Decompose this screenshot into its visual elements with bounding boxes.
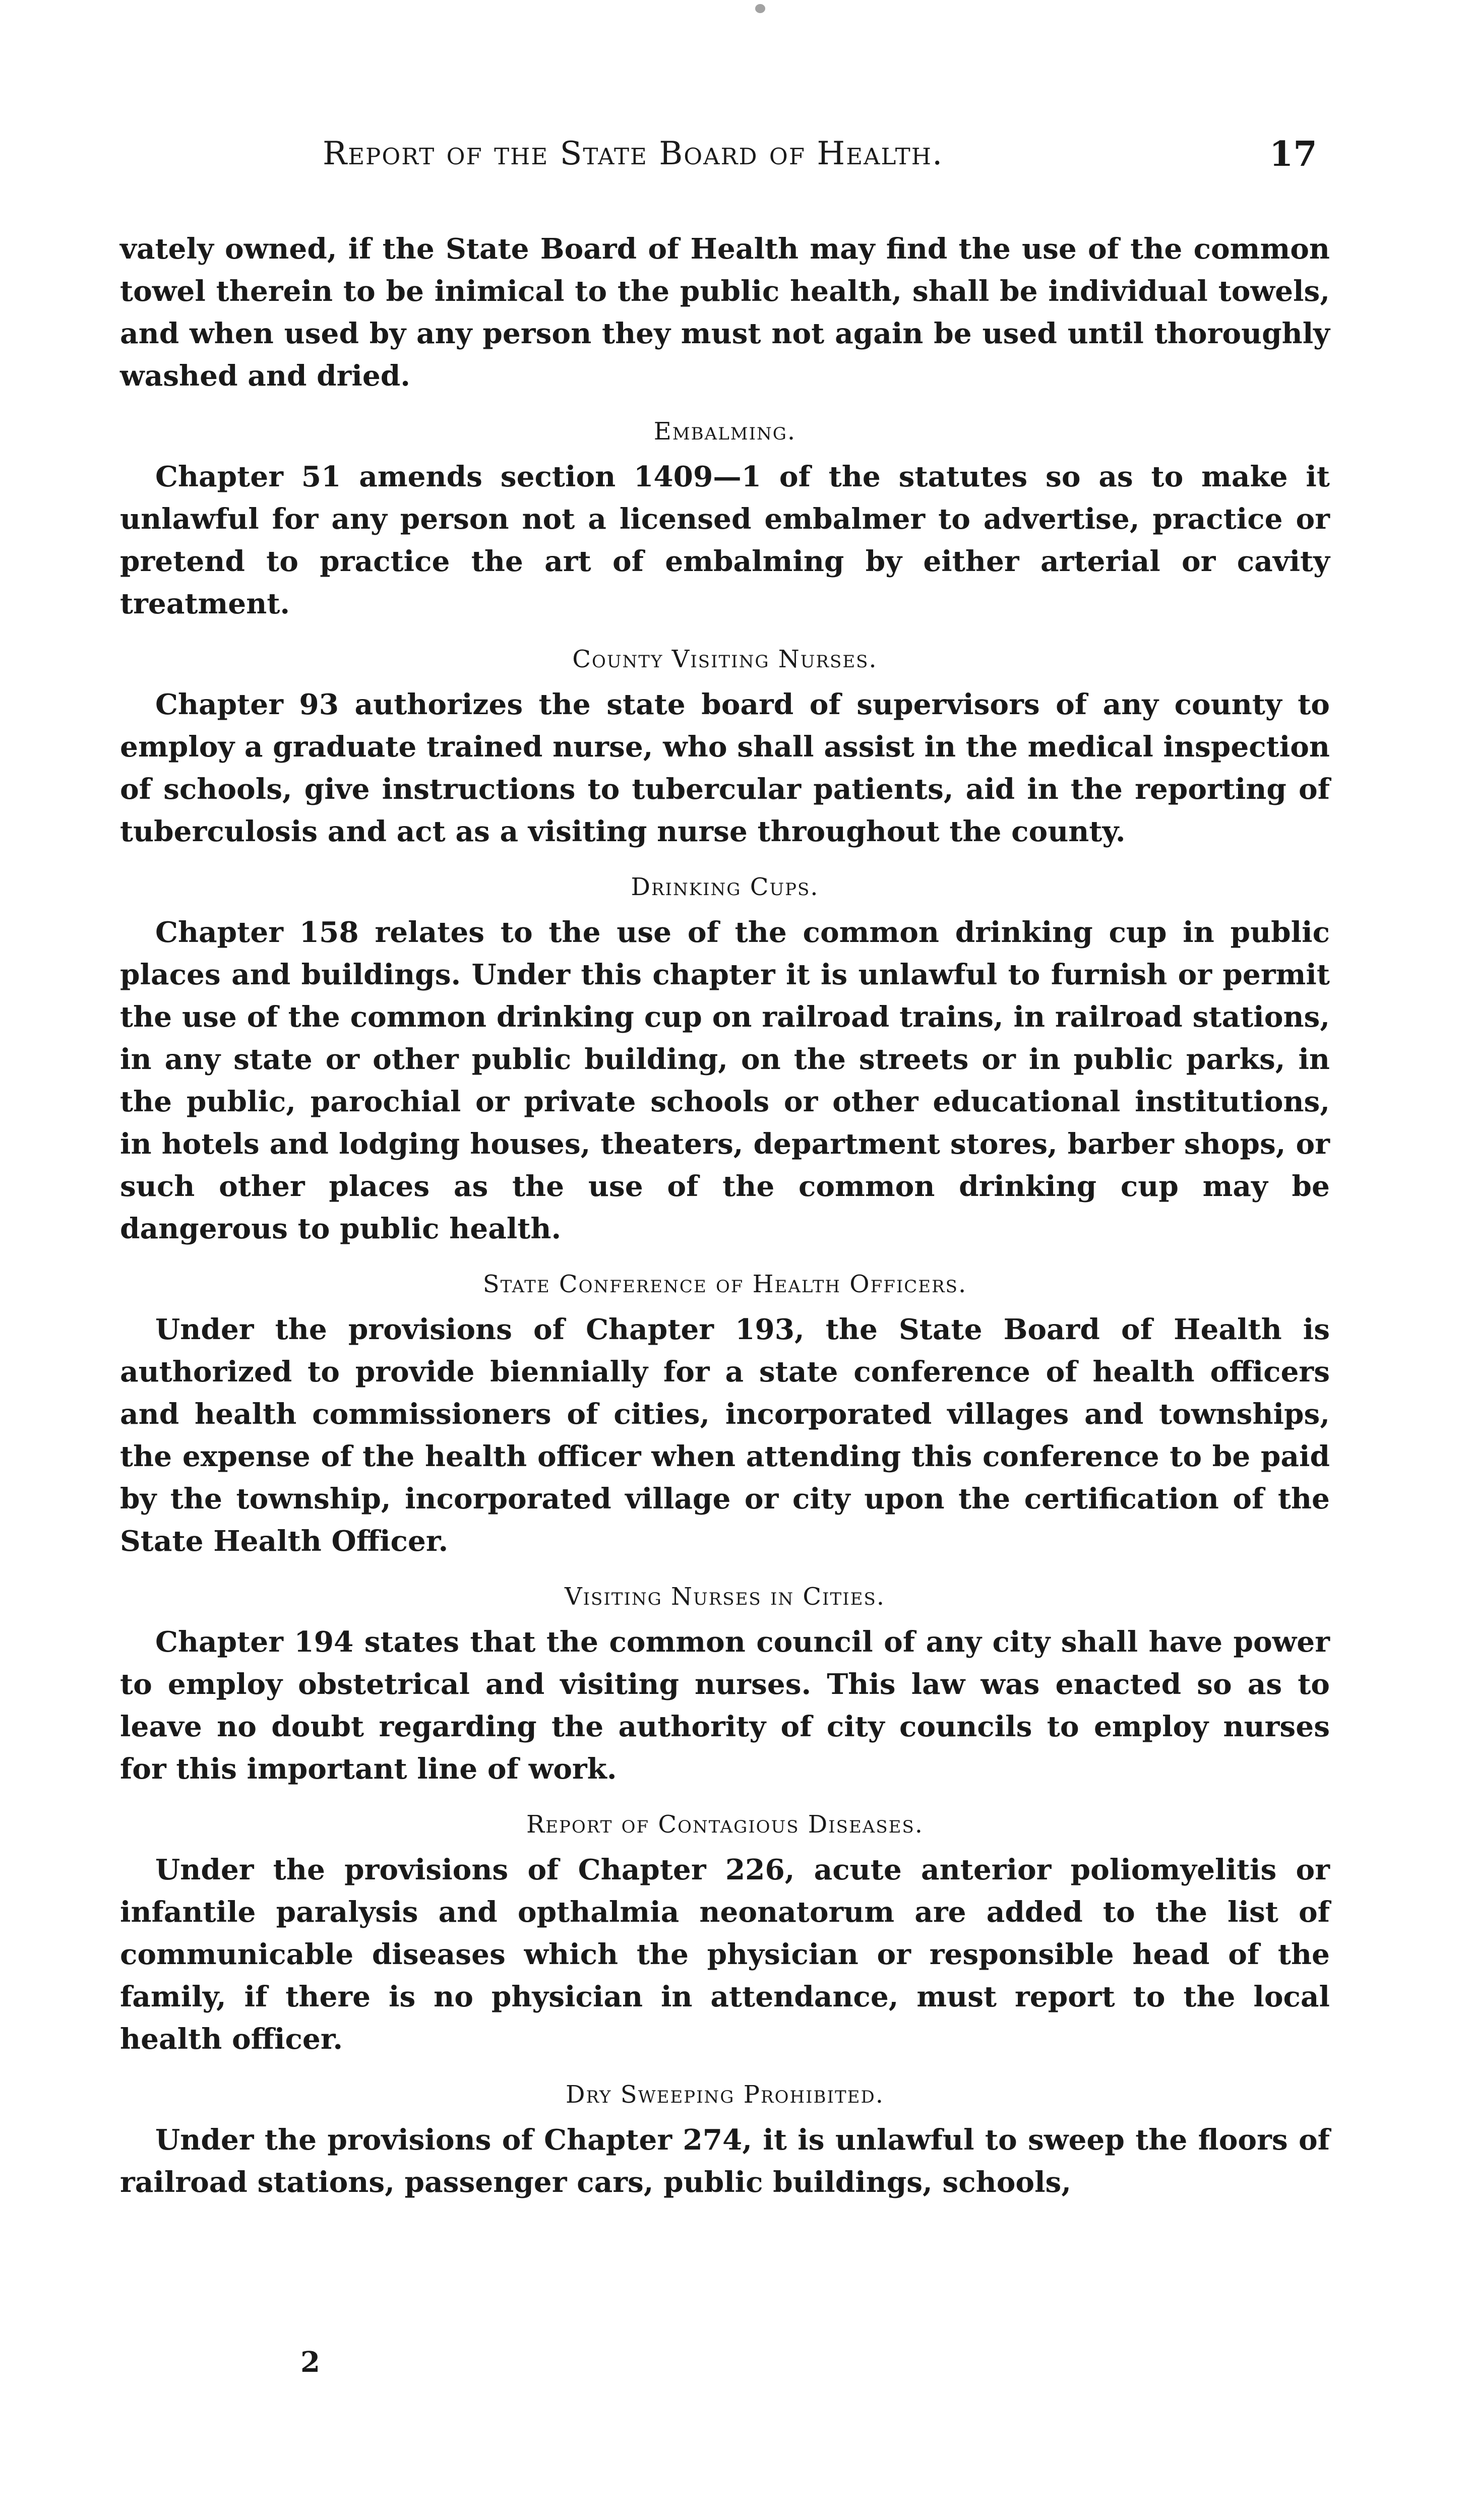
signature-mark: 2 <box>300 2346 320 2379</box>
section-paragraph-drinking-cups: Chapter 158 relates to the use of the common drinking cup in public places and buildings. Under this chapter it is unlawful to furnish or permit the use of the common drinking cup on railroad trains, in railroad stations, in any state or other public building, on the streets or in public parks, in the public, parochial or private schools or other educational institutions, in hotels and lodging houses, theaters, department stores, barber shops, or such other places as the use of the common drinking cup may be dangerous to public health. <box>120 916 1330 1245</box>
section-heading-county-visiting-nurses: County Visiting Nurses. <box>572 645 878 673</box>
section-heading-state-conference: State Conference of Health Officers. <box>482 1270 967 1298</box>
section-heading-drinking-cups: Drinking Cups. <box>631 873 819 901</box>
section-paragraph-state-conference: Under the provisions of Chapter 193, the State Board of Health is authorized to provide biennially for a state conference of health officers and health commissioners of cities, incorporated villages and townships, the expense of the health officer when attending this conference to be paid by the township, incorporated village or city upon the certification of the State Health Officer. <box>120 1313 1330 1558</box>
section-heading-report-of-contagious-diseases: Report of Contagious Diseases. <box>526 1810 924 1839</box>
section-paragraph-embalming: Chapter 51 amends section 1409—1 of the statutes so as to make it unlawful for any person not a licensed embalmer to advertise, practice or pretend to practice the art of embalming by either arterial or cavity treatment. <box>120 460 1330 620</box>
section-heading-embalming: Embalming. <box>653 417 796 446</box>
opening-paragraph: vately owned, if the State Board of Health may find the use of the common towel therein to be inimical to the public health, shall be individual towels, and when used by any person they must not again be used until thoroughly washed and dried. <box>120 232 1330 393</box>
section-paragraph-county-visiting-nurses: Chapter 93 authorizes the state board of supervisors of any county to employ a graduate trained nurse, who shall assist in the medical inspection of schools, give instructions to tubercular patients, aid in the reporting of tuberculosis and act as a visiting nurse throughout the county. <box>120 688 1330 848</box>
running-head: Report of the State Board of Health. <box>323 135 944 172</box>
ink-speck <box>755 4 765 13</box>
section-paragraph-dry-sweeping: Under the provisions of Chapter 274, it is unlawful to sweep the floors of railroad stations, passenger cars, public buildings, schools, <box>120 2123 1330 2199</box>
section-paragraph-visiting-nurses-in-cities: Chapter 194 states that the common council of any city shall have power to employ obstetrical and visiting nurses. This law was enacted so as to leave no doubt regarding the authority of city councils to employ nurses for this important line of work. <box>120 1625 1330 1786</box>
section-heading-dry-sweeping: Dry Sweeping Prohibited. <box>566 2081 884 2109</box>
section-paragraph-report-of-contagious-diseases: Under the provisions of Chapter 226, acute anterior poliomyelitis or infantile paralysis and opthalmia neonatorum are added to the list of communicable diseases which the physician or responsible head of the family, if there is no physician in attendance, must report to the local health officer. <box>120 1853 1330 2056</box>
page-number: 17 <box>1269 134 1317 174</box>
body-text <box>120 228 1330 2203</box>
section-heading-visiting-nurses-in-cities: Visiting Nurses in Cities. <box>564 1583 886 1611</box>
